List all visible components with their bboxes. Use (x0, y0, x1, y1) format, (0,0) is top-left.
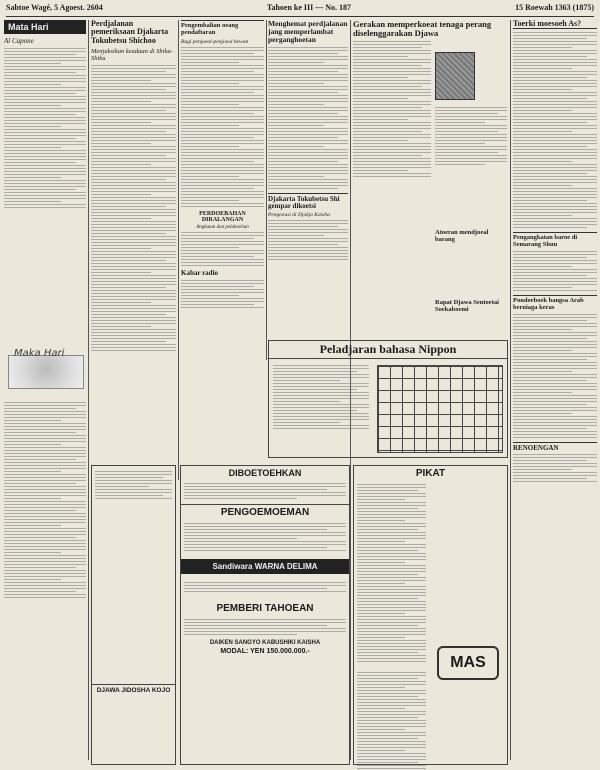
handwritten-note: Maka Hari (14, 348, 65, 359)
box-title-perdoebahan: PERDOEBAHAN DIRALANGAN (199, 210, 246, 223)
ad-company-daiken: DAIKEN SANGYO KABUSHIKI KAISHA (209, 640, 321, 646)
masthead-volume: Tahoen ke III — No. 187 (266, 3, 352, 12)
section-title-mata-hari: Mata Hari (4, 20, 86, 34)
ad-text (181, 518, 349, 556)
article-body (513, 251, 597, 291)
ad-text (181, 577, 349, 597)
article-headline-djakarta-gempar: Djakarta Tokubetsu Shi gempar dikoetsi (268, 193, 348, 211)
language-lesson-box (268, 340, 508, 458)
article-body (435, 105, 507, 167)
article-body (513, 454, 597, 482)
article-body (181, 280, 264, 308)
article-headline-pengangkatan: Pengangkatan baroe di Semarang Shuu (513, 232, 597, 249)
column-5 (513, 20, 597, 765)
column-3 (268, 20, 348, 350)
ad-title-pengoemoeman: PENGOEMOEMAN (181, 504, 349, 518)
illustration-sketch (8, 355, 84, 389)
article-subheadline: Pengoeasi di Djokja Kaisha (268, 212, 330, 219)
ads-column-center (180, 465, 350, 765)
masthead-date: Sabtoe Wagé, 5 Agoest. 2604 (6, 3, 103, 12)
masthead-hijri-date: 15 Roewah 1363 (1875) (515, 3, 594, 12)
article-body (268, 220, 348, 260)
ad-title-pemberi-tahoean: PEMBERI TAHOEAN (216, 603, 314, 614)
ad-text (92, 466, 175, 504)
article-subheadline: Menjaksikan keadaan di Shiku-Shiku (91, 48, 173, 63)
article-headline-pondoeboek: Pondoeboek bangsa Arab berniaga keras (513, 295, 597, 312)
article-body (268, 47, 348, 189)
column-rule (178, 20, 179, 480)
ad-text (354, 479, 429, 667)
box-subtitle: Bagi penjoeal-penjoeal hewan (181, 38, 249, 45)
ad-text (181, 614, 349, 640)
article-body (181, 47, 264, 207)
article-headline-toerki: Toerki moesoeh As? (513, 20, 597, 29)
kana-grid (377, 365, 503, 453)
column-2 (91, 20, 176, 480)
section-kabar-radio: Kabar radio (181, 269, 219, 278)
portrait-photo (435, 52, 475, 100)
ad-text (181, 478, 349, 504)
article-headline-perdjalanan: Perdjalanan pemeriksaan Djakarta Tokubetsu Shichoo (91, 20, 169, 45)
article-headline-al-capone: Al Capone (4, 37, 34, 45)
article-body (4, 400, 86, 600)
lesson-text (273, 363, 369, 431)
column-rule (266, 20, 267, 360)
ads-column-left (91, 465, 176, 765)
article-body (513, 314, 597, 438)
box-subtitle-angkutan: Angkutan dan pelaboehan (196, 225, 249, 231)
ads-column-right (353, 465, 508, 765)
section-renoengan: RENOENGAN (513, 442, 597, 452)
column-1 (4, 20, 86, 765)
masthead (6, 3, 594, 17)
column-4 (353, 20, 508, 350)
article-body (4, 48, 86, 208)
box-title-pengembalian: Pengembalian oeang pendaftaran (181, 20, 264, 37)
ad-logo-mas: MAS (437, 646, 499, 680)
article-headline-menghemat: Menghemat perdjalanan jang memperlambat perganghoetan (268, 20, 348, 44)
article-headline-rapat: Rapat Djawa Sentoetai Soekaboemi (435, 299, 499, 313)
article-body (181, 232, 264, 266)
ad-text (354, 667, 429, 770)
article-body (513, 32, 597, 228)
column-rule (88, 20, 89, 760)
ad-capital: MODAL: YEN 150.000.000.- (220, 648, 310, 655)
lesson-title: Peladjaran bahasa Nippon (269, 341, 507, 359)
article-headline-gerakan: Gerakan memperkoeat tenaga perang diselenggarakan Djawa (353, 20, 492, 38)
column-2b (181, 20, 264, 350)
column-rule (510, 20, 511, 760)
ad-title-djawa-jidosha: DJAWA JIDOSHA KOJO (92, 684, 175, 696)
article-headline-atoeran: Atoeran mendjoeal barang (435, 229, 489, 243)
ad-title-diboetoehkan: DIBOETOEHKAN (228, 468, 302, 478)
ad-title-pikat: PIKAT (415, 468, 446, 479)
ad-banner-sandiwara: Sandiwara WARNA DELIMA (181, 559, 349, 574)
article-body (353, 41, 431, 177)
article-body (91, 65, 176, 351)
